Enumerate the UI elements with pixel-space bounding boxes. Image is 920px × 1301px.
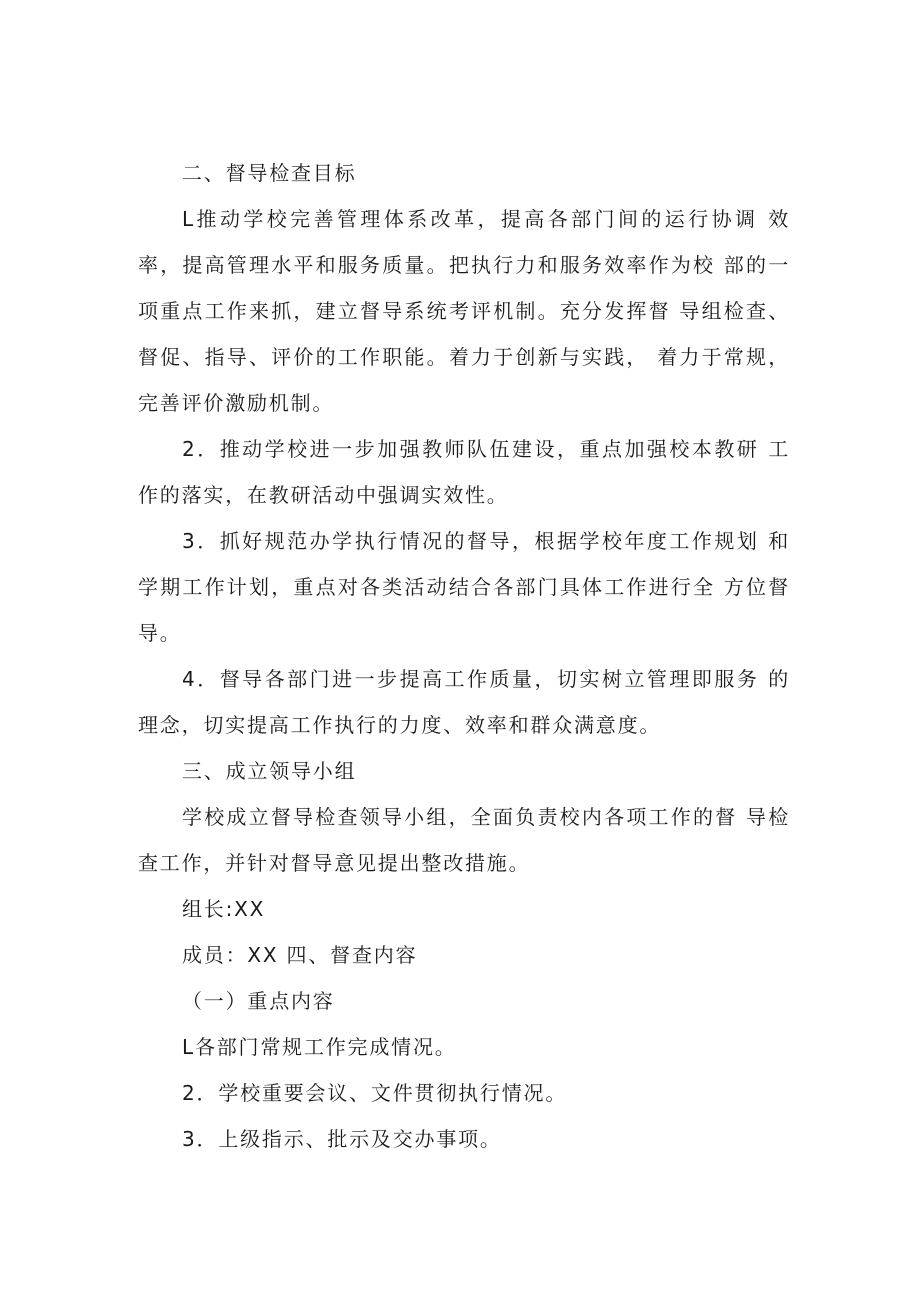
content-item-2: 2．学校重要会议、文件贯彻执行情况。 [182, 1081, 568, 1105]
subsection-heading-key-content: （一）重点内容 [182, 989, 335, 1013]
section-heading-leadership-group: 三、成立领导小组 [182, 759, 357, 783]
document-body [138, 150, 790, 1162]
group-members: 成员：XX 四、督查内容 [182, 943, 418, 967]
group-leader: 组长:XX [182, 897, 266, 921]
content-item-1: L各部门常规工作完成情况。 [182, 1035, 457, 1059]
goal-paragraph-2: 2．推动学校进一步加强教师队伍建设，重点加强校本教研 工作的落实，在教研活动中强调实效性。 [138, 437, 790, 507]
section-heading-supervision-goals: 二、督导检查目标 [182, 161, 357, 185]
goal-paragraph-3: 3．抓好规范办学执行情况的督导，根据学校年度工作规划 和学期工作计划，重点对各类活动结合各部门具体工作进行全 方位督导。 [138, 529, 790, 645]
goal-paragraph-4: 4．督导各部门进一步提高工作质量，切实树立管理即服务 的理念，切实提高工作执行的力度、效率和群众满意度。 [138, 667, 790, 737]
content-item-3: 3．上级指示、批示及交办事项。 [182, 1127, 502, 1151]
group-description: 学校成立督导检查领导小组，全面负责校内各项工作的督 导检查工作，并针对督导意见提出整改措施。 [138, 805, 790, 875]
goal-paragraph-1: L推动学校完善管理体系改革，提高各部门间的运行协调 效率，提高管理水平和服务质量。把执行力和服务效率作为校 部的一项重点工作来抓，建立督导系统考评机制。充分发挥督 导组检查、督促、指导、评价的工作职能。着力于创新与实践， 着力于常规，完善评价激励机制。 [138, 207, 790, 415]
